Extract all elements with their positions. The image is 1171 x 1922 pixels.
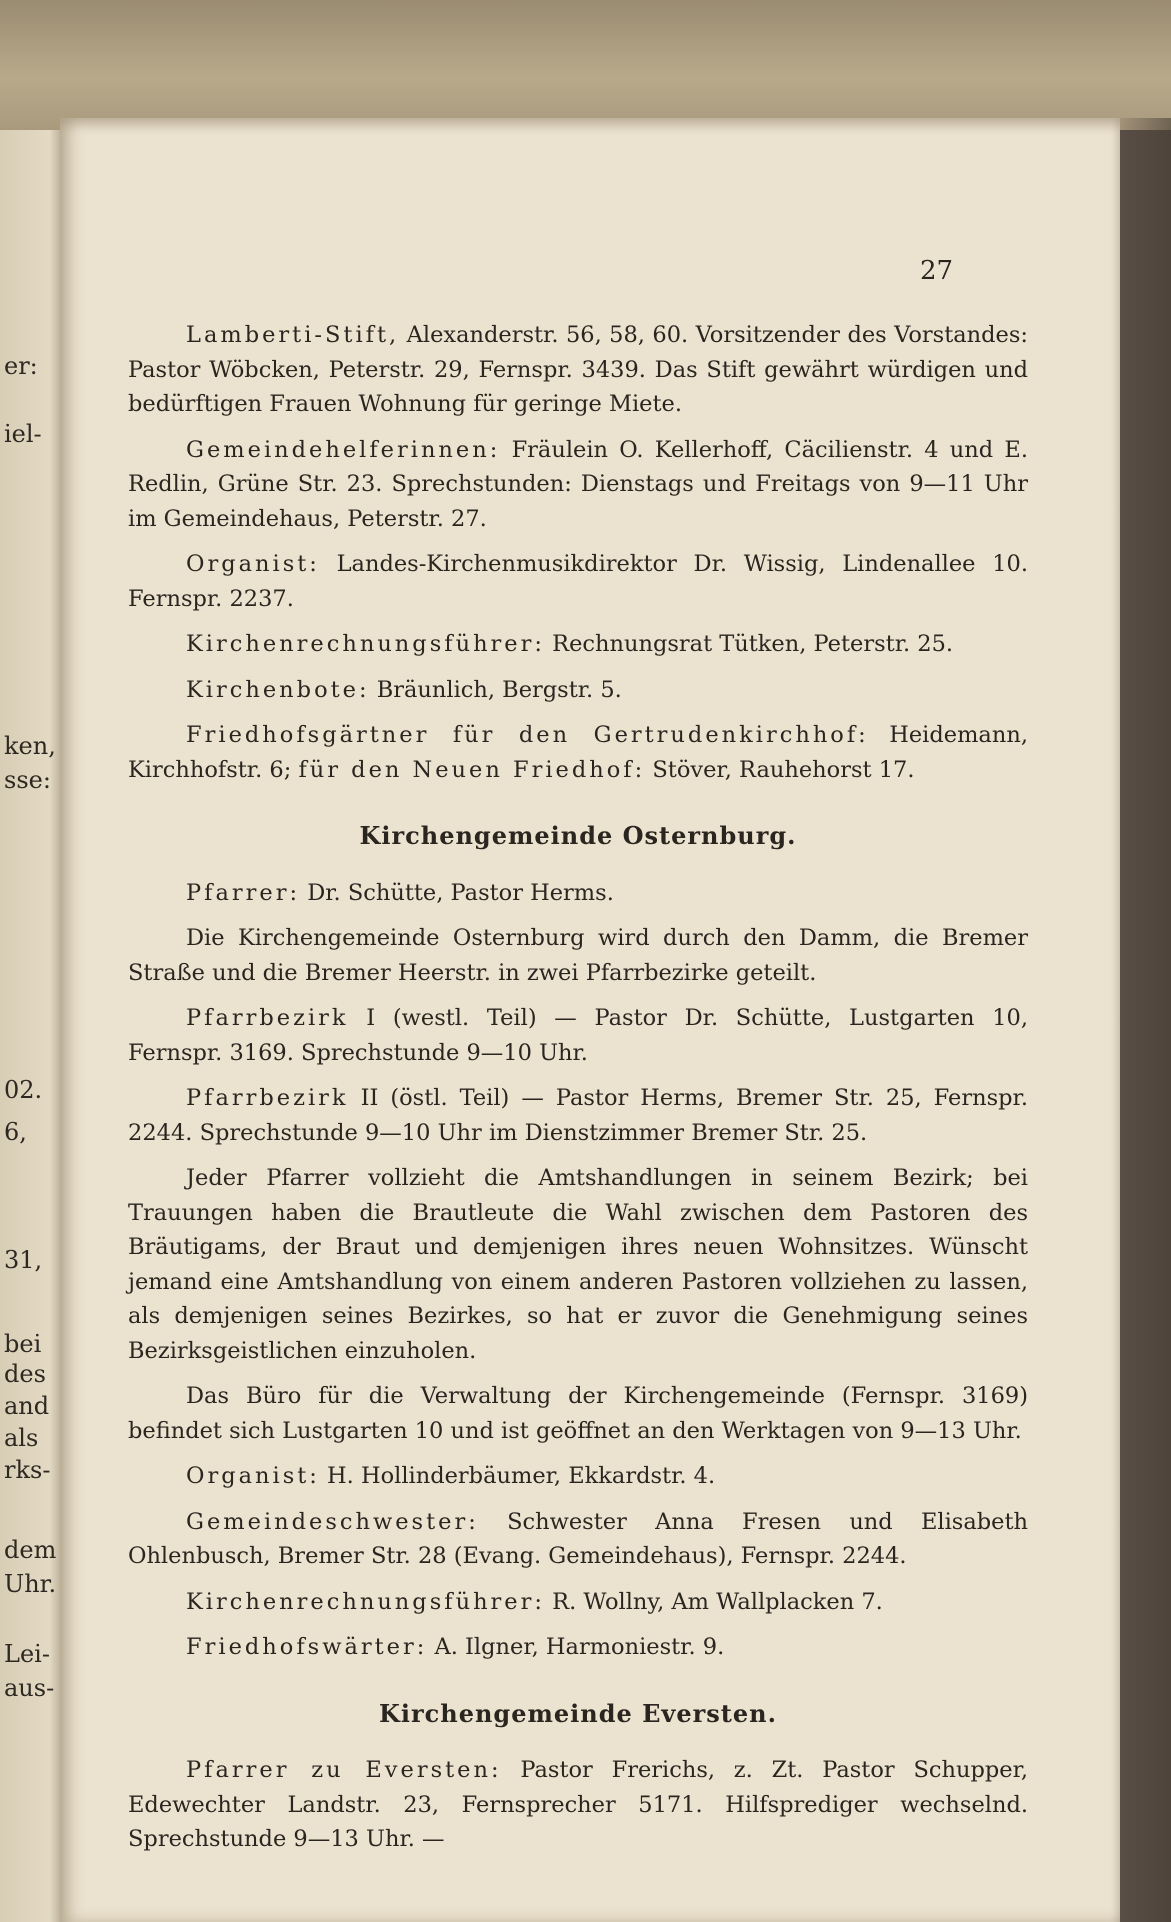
book-top-edge	[0, 0, 1171, 130]
margin-fragment: bei	[4, 1330, 42, 1358]
entry-text: Pastor Frerichs, z. Zt. Pastor Schupper, Edewechter Landstr. 23, Fernsprecher 5171. Hilfsprediger wechselnd. Sprechstunde 9—13 Uhr. —	[128, 1757, 1028, 1852]
entry-lead: Friedhofsgärtner für den Gertrudenkirchhof:	[186, 722, 869, 748]
entry-friedhof	[128, 718, 1028, 787]
entry-text: Stöver, Rauhehorst 17.	[652, 756, 915, 783]
section-heading-eversten: Kirchengemeinde Eversten.	[379, 1698, 777, 1728]
facing-page-edge	[0, 130, 62, 1922]
entry-pfarrbezirk-1	[128, 1001, 1028, 1070]
entry-kirchenbote	[128, 673, 1028, 708]
entry-lead: für den Neuen Friedhof:	[298, 756, 646, 783]
paragraph-intro: Die Kirchengemeinde Osternburg wird durch den Damm, die Bremer Straße und die Bremer Heerstr. in zwei Pfarrbezirke geteilt.	[128, 925, 1028, 986]
entry-lead: Organist:	[186, 551, 320, 577]
margin-fragment: Lei-	[4, 1640, 50, 1668]
book-page	[60, 118, 1120, 1922]
paragraph-buero: Das Büro für die Verwaltung der Kirchengemeinde (Fernspr. 3169) befindet sich Lustgarten 10 und ist geöffnet an den Werktagen von 9—13 Uhr.	[128, 1383, 1028, 1444]
page-gutter-shadow	[1111, 118, 1171, 1922]
entry-pfarrer-eversten	[128, 1753, 1028, 1857]
margin-fragment: iel-	[4, 420, 42, 448]
entry-text: R. Wollny, Am Wallplacken 7.	[552, 1588, 883, 1615]
entry-text: Dr. Schütte, Pastor Herms.	[307, 879, 614, 906]
entry-lead: Pfarrbezirk	[186, 1085, 349, 1111]
margin-fragment: rks-	[4, 1456, 51, 1484]
margin-fragment: 02.	[4, 1076, 43, 1104]
entry-text: Alexanderstr. 56, 58, 60. Vorsitzender des Vorstandes: Pastor Wöbcken, Peterstr. 29, Fernspr. 3439. Das Stift gewährt würdigen und bedürftigen Frauen Wohnung für geringe Miete.	[128, 322, 1029, 417]
entry-lead: Kirchenrechnungsführer:	[186, 631, 545, 657]
margin-fragment: sse:	[4, 766, 51, 794]
entry-lead: Lamberti-Stift,	[186, 322, 400, 348]
entry-pfarrbezirk-2	[128, 1081, 1028, 1150]
paragraph-amtshandlungen: Jeder Pfarrer vollzieht die Amtshandlungen in seinem Bezirk; bei Trauungen haben die Brautleute die Wahl zwischen dem Pastoren des Bräutigams, der Braut und demjenigen ihres neuen Wohnsitzes. Wünscht jemand eine Amtshandlung von einem anderen Pastoren vollziehen zu lassen, als demjenigen seines Bezirkes, so hat er zuvor die Genehmigung seines Bezirksgeistlichen einzuholen.	[128, 1165, 1028, 1364]
entry-friedhofswaerter	[128, 1630, 1028, 1665]
margin-fragment: ken,	[4, 732, 56, 760]
entry-pfarrer	[128, 876, 1028, 911]
entry-lead: Gemeindeschwester:	[186, 1508, 479, 1535]
page-number: 27	[920, 256, 954, 286]
margin-fragment: er:	[4, 352, 38, 380]
entry-text: H. Hollinderbäumer, Ekkardstr. 4.	[327, 1463, 716, 1489]
margin-fragment: dem	[4, 1536, 57, 1564]
entry-text: Bräunlich, Bergstr. 5.	[376, 676, 622, 703]
margin-fragment: als	[4, 1424, 39, 1452]
entry-lead: Organist:	[186, 1463, 320, 1489]
entry-lead: Pfarrbezirk	[186, 1005, 349, 1031]
margin-fragment: des	[4, 1360, 46, 1388]
entry-gemeindeschwester	[128, 1505, 1028, 1574]
entry-kirchenrechnungsfuehrer	[128, 1585, 1028, 1620]
entry-text: I (westl. Teil) — Pastor Dr. Schütte, Lustgarten 10, Fernspr. 3169. Sprechstunde 9—10 Uhr.	[128, 1005, 1028, 1066]
entry-text: A. Ilgner, Harmoniestr. 9.	[434, 1634, 725, 1660]
entry-text: Fräulein O. Kellerhoff, Cäcilienstr. 4 und E. Redlin, Grüne Str. 23. Sprechstunden: Dienstags und Freitags von 9—11 Uhr im Gemeindehaus, Peterstr. 27.	[128, 436, 1029, 532]
entry-lead: Gemeindehelferinnen:	[186, 436, 501, 463]
entry-text: II (östl. Teil) — Pastor Herms, Bremer Str. 25, Fernspr. 2244. Sprechstunde 9—10 Uhr im Dienstzimmer Bremer Str. 25.	[128, 1085, 1028, 1146]
entry-text: Heidemann, Kirchhofstr. 6;	[128, 722, 1028, 783]
entry-organist	[128, 547, 1028, 616]
margin-fragment: and	[4, 1392, 50, 1420]
entry-lead: Pfarrer:	[186, 879, 301, 906]
entry-organist	[128, 1459, 1028, 1494]
entry-lead: Kirchenrechnungsführer:	[186, 1588, 545, 1615]
entry-text: Rechnungsrat Tütken, Peterstr. 25.	[552, 631, 954, 657]
entry-lead: Friedhofswärter:	[186, 1634, 428, 1660]
margin-fragment: Uhr.	[4, 1570, 57, 1598]
margin-fragment: 31,	[4, 1246, 43, 1274]
margin-fragment: aus-	[4, 1674, 55, 1702]
entry-kirchenrechnungsfuehrer	[128, 627, 1028, 662]
entry-lamberti	[128, 318, 1028, 422]
entry-text: Landes-Kirchenmusikdirektor Dr. Wissig, Lindenallee 10. Fernspr. 2237.	[128, 551, 1028, 612]
page-text	[128, 318, 1028, 1868]
entry-text: Schwester Anna Fresen und Elisabeth Ohlenbusch, Bremer Str. 28 (Evang. Gemeindehaus), Fernspr. 2244.	[128, 1508, 1028, 1569]
entry-gemeindehelferinnen	[128, 433, 1028, 537]
margin-fragment: 6,	[4, 1118, 27, 1146]
entry-lead: Kirchenbote:	[186, 676, 370, 703]
section-heading-osternburg: Kirchengemeinde Osternburg.	[359, 821, 797, 850]
entry-lead: Pfarrer zu Eversten:	[186, 1757, 502, 1783]
